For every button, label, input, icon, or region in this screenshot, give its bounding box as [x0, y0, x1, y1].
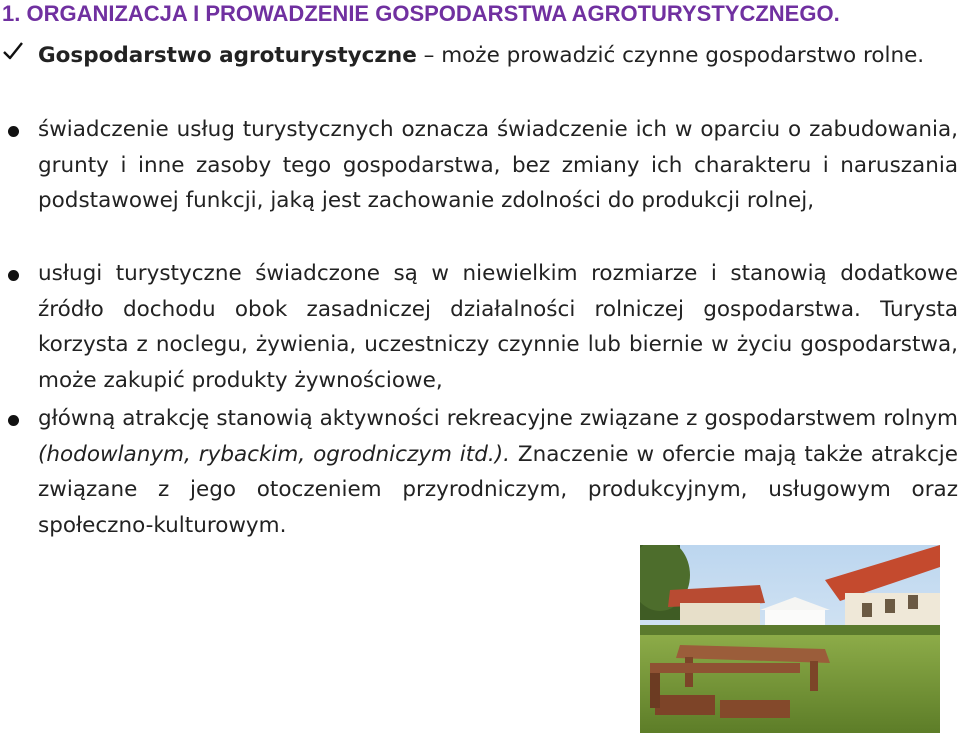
intro-text: – może prowadzić czynne gospodarstwo rolne.: [416, 43, 925, 68]
bullet-3-italic: (hodowlanym, rybackim, ogrodniczym itd.).: [38, 441, 510, 467]
bullet-paragraph-3: [38, 401, 958, 543]
bullet-dot-icon: [8, 415, 19, 426]
intro-paragraph: [38, 38, 958, 74]
bullet-3-text-b: Znaczenie w ofercie mają także atrakcje związane z jego otoczeniem przyrodniczym, produkcyjnym, usługowym oraz społeczno-kulturowym.: [38, 441, 958, 538]
slide-title: 1. ORGANIZACJA I PROWADZENIE GOSPODARSTWA AGROTURYSTYCZNEGO.: [2, 1, 840, 26]
bullet-dot-icon: [8, 126, 19, 137]
farm-photo: [640, 545, 940, 733]
bullet-3-text-a: główną atrakcję stanowią aktywności rekreacyjne związane z gospodarstwem rolnym: [38, 406, 958, 431]
bullet-dot-icon: [8, 270, 19, 281]
bullet-paragraph-1: świadczenie usług turystycznych oznacza świadczenie ich w oparciu o zabudowania, grunty i inne zasoby tego gospodarstwa, bez zmiany ich charakteru i naruszania podstawowej funkcji, jaką jest zachowanie zdolności do produkcji rolnej,: [38, 117, 958, 213]
bullet-paragraph-2: usługi turystyczne świadczone są w niewielkim rozmiarze i stanowią dodatkowe źródło dochodu obok zasadniczej działalności rolniczej gospodarstwa. Turysta korzysta z noclegu, żywienia, uczestniczy czynnie lub biernie w życiu gospodarstwa, może zakupić produkty żywnościowe,: [38, 261, 958, 393]
checkmark-icon: [2, 40, 24, 62]
intro-bold-term: Gospodarstwo agroturystyczne: [38, 43, 417, 68]
